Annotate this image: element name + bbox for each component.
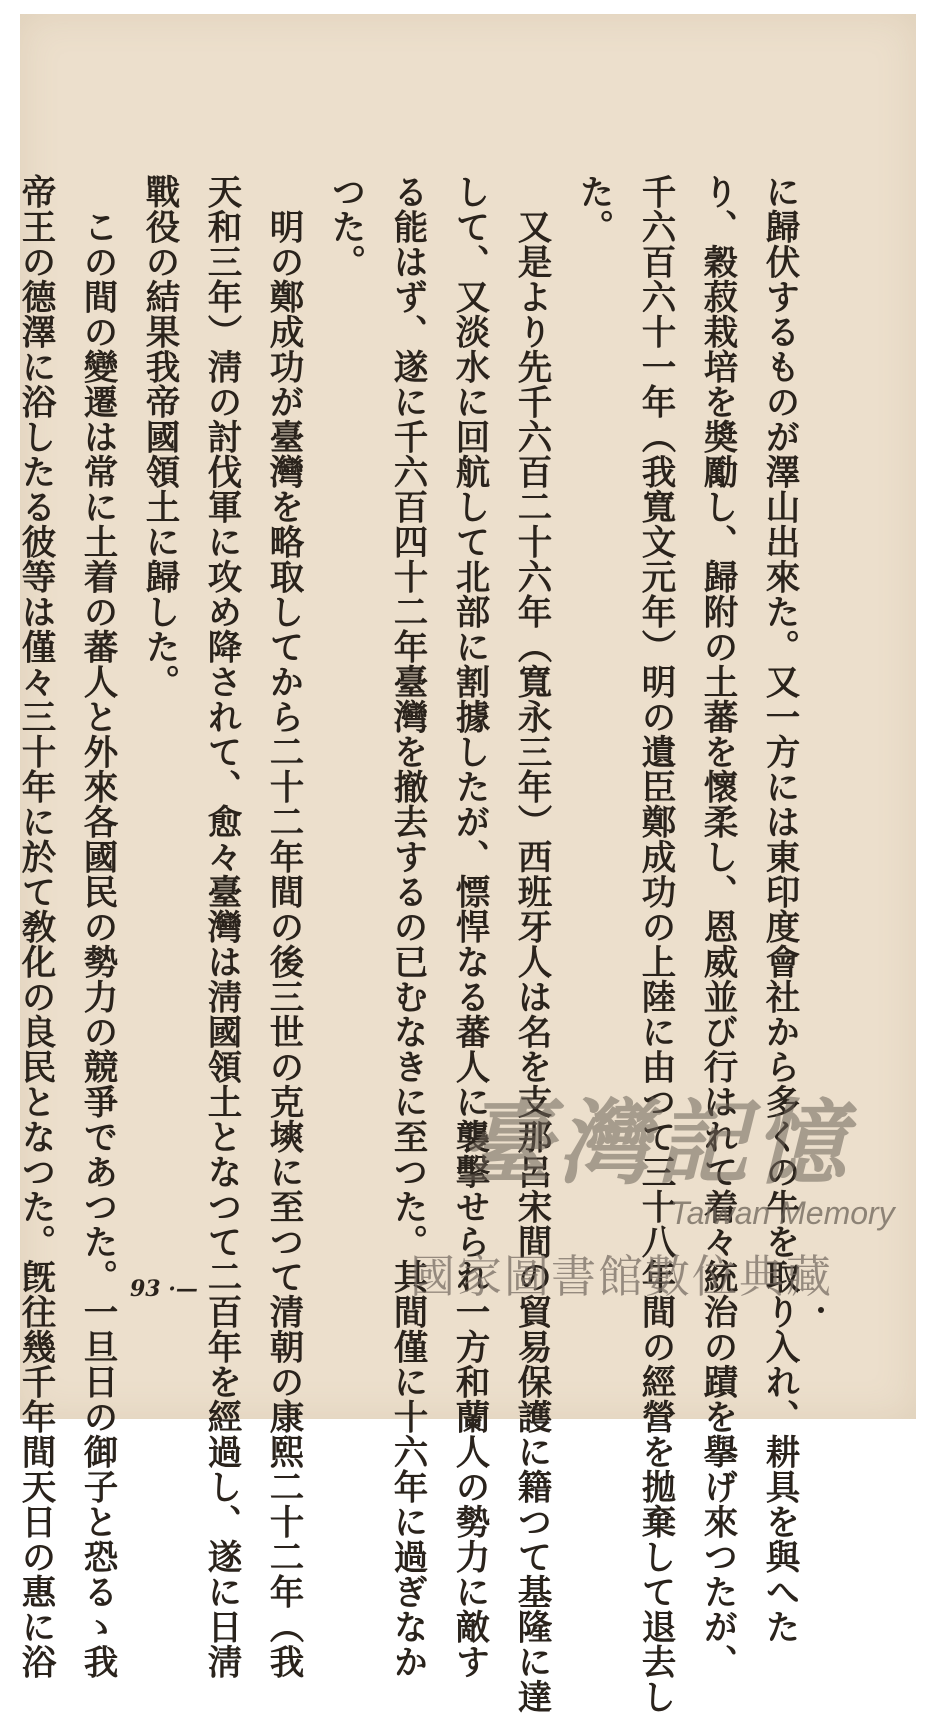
text-line-10: 天和三年）淸の討伐軍に攻め降されて、愈々臺灣は淸國領土となつて二百年を經過し、遂に日淸: [201, 174, 241, 1679]
text-line-6: して、又淡水に回航して北部に割據したが、慓悍なる蕃人に襲擊せられ一方和蘭人の勢力に敵す: [449, 174, 489, 1679]
text-line-7: る能はず、遂に千六百四十二年臺灣を撤去するの已むなきに至つた。其間僅に十六年に過ぎなか: [387, 174, 427, 1679]
text-line-4: た。: [573, 174, 613, 244]
watermark-english-text: Taiwan Memory: [670, 1195, 895, 1231]
text-line-1: に歸伏するものが澤山出來た。又一方には東印度會社から多くの牛を取り入れ、耕具を與へた: [759, 174, 799, 1644]
text-line-11: 戰役の結果我帝國領土に歸した。: [139, 174, 179, 699]
text-line-8: つた。: [325, 174, 365, 279]
text-line-13: 帝王の德澤に浴したる彼等は僅々三十年に於て敎化の良民となつた。旣往幾千年間天日の惠に浴: [15, 174, 55, 1679]
text-line-2: り、穀菽栽培を奬勵し、歸附の土蕃を懷柔し、恩威並び行はれて着々統治の蹟を擧げ來つたが、: [697, 174, 737, 1679]
text-line-3: 千六百六十一年（我寬文元年）明の遺臣鄭成功の上陸に由つて三十八年間の經營を拋棄して退去し: [635, 174, 675, 1714]
text-line-5: 又是より先千六百二十六年（寬永三年）西班牙人は名を支那呂宋間の貿易保護に籍つて基隆に達: [511, 174, 551, 1714]
text-line-9: 明の鄭成功が臺灣を略取してから二十二年間の後三世の克塽に至つて清朝の康熙二十二年（我: [263, 174, 303, 1679]
watermark: [400, 1070, 895, 1320]
page-number: 93 ·—: [130, 1276, 198, 1302]
text-line-12: この間の變遷は常に土着の蕃人と外來各國民の勢力の競爭であつた。一旦日の御子と恐るゝ我: [77, 174, 117, 1679]
watermark-chinese-text: 國家圖書館數位典藏: [410, 1250, 834, 1303]
watermark-script-logo: 臺灣記憶: [460, 1089, 853, 1197]
